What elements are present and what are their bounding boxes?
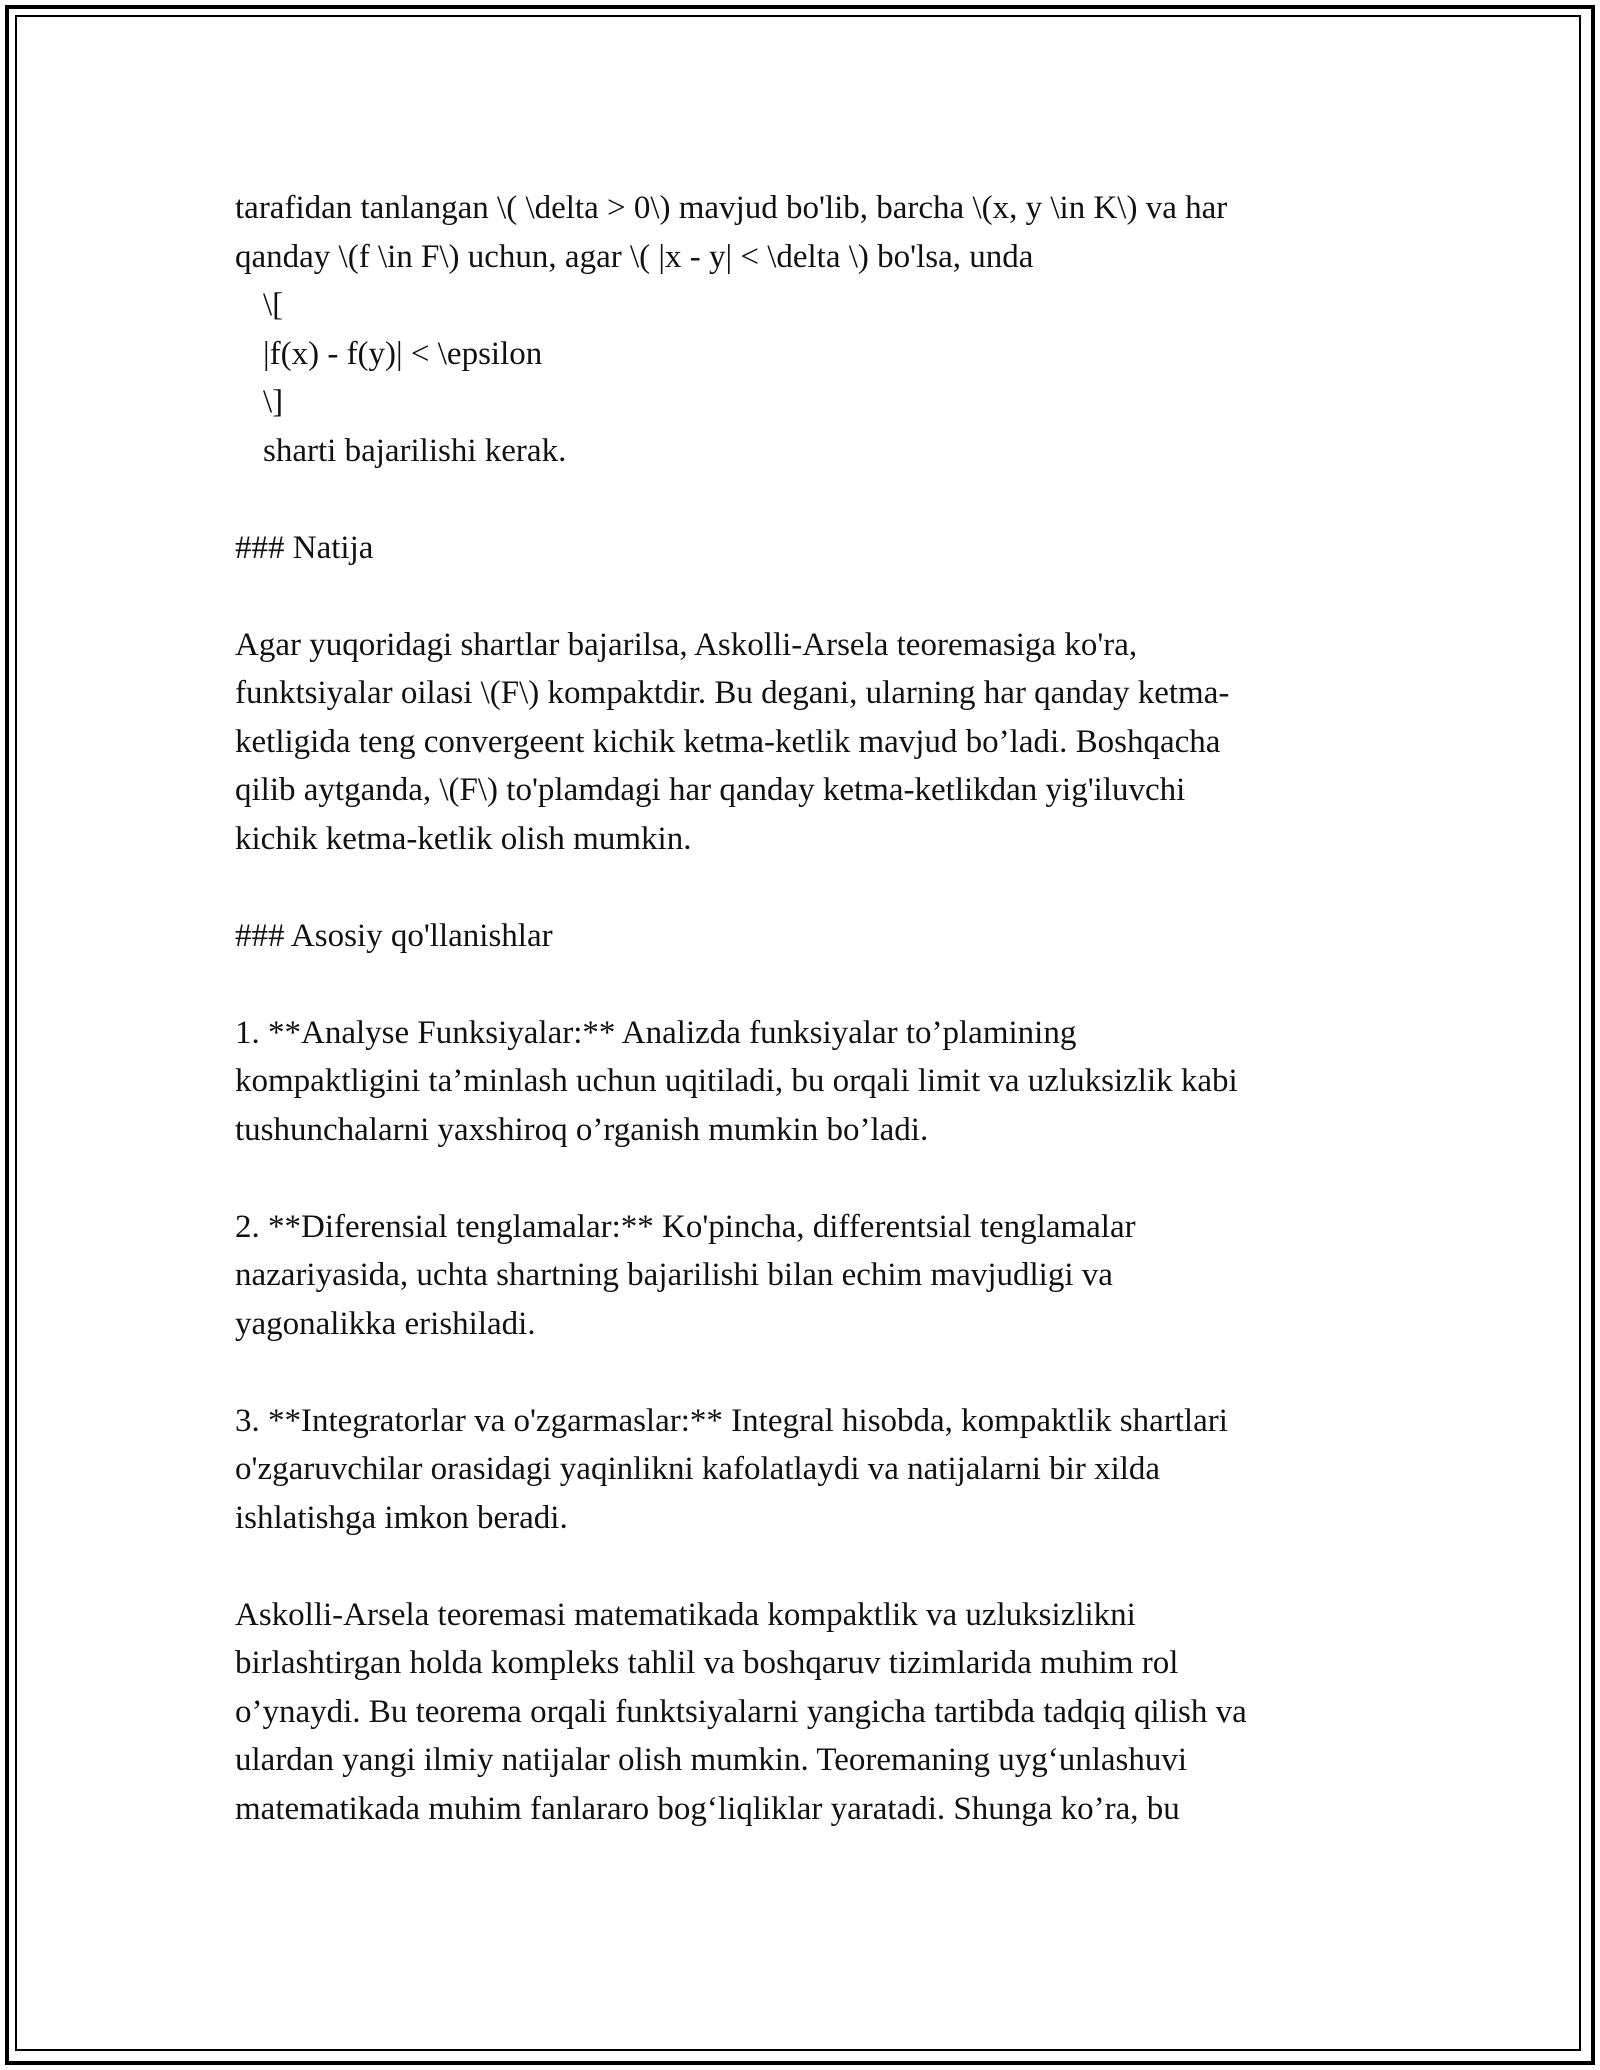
text-line: 2. **Diferensial tenglamalar:** Ko'pincha, differentsial tenglamalar [235, 1208, 1136, 1245]
document-body [235, 184, 1395, 1833]
text-line: qanday \(f \in F\) uchun, agar \( |x - y| < \delta \) bo'lsa, unda [235, 238, 1034, 275]
math-close: \] [263, 384, 284, 420]
text-line: qilib aytganda, \(F\) to'plamdagi har qanday ketma-ketlikdan yig'iluvchi [235, 772, 1186, 808]
text-line: tarafidan tanlangan \( \delta > 0\) mavjud bo'lib, barcha \(x, y \in K\) va har [235, 190, 1228, 226]
math-formula: |f(x) - f(y)| < \epsilon [263, 335, 543, 372]
text-line: o'zgaruvchilar orasidagi yaqinlikni kafolatlaydi va natijalarni bir xilda [235, 1451, 1161, 1487]
list-item-2 [235, 1203, 1395, 1349]
text-line: funktsiyalar oilasi \(F\) kompaktdir. Bu degani, ularning har qanday ketma- [235, 675, 1230, 711]
math-trailing-text: sharti bajarilishi kerak. [263, 432, 567, 469]
text-line: o’ynaydi. Bu teorema orqali funktsiyalarni yangicha tartibda tadqiq qilish va [235, 1693, 1247, 1730]
heading-natija: ### Natija [235, 529, 374, 566]
text-line: ishlatishga imkon beradi. [235, 1499, 568, 1536]
text-line: ketligida teng convergeent kichik ketma-ketlik mavjud bo’ladi. Boshqacha [235, 723, 1221, 760]
text-line: kichik ketma-ketlik olish mumkin. [235, 820, 692, 857]
paragraph-condition [235, 184, 1395, 281]
text-line: 3. **Integratorlar va o'zgarmaslar:** Integral hisobda, kompaktlik shartlari [235, 1402, 1228, 1439]
text-line: tushunchalarni yaxshiroq o’rganish mumkin bo’ladi. [235, 1111, 929, 1148]
text-line: Agar yuqoridagi shartlar bajarilsa, Askolli-Arsela teoremasiga ko'ra, [235, 626, 1138, 663]
text-line: nazariyasida, uchta shartning bajarilishi bilan echim mavjudligi va [235, 1257, 1113, 1293]
text-line: Askolli-Arsela teoremasi matematikada kompaktlik va uzluksizlikni [235, 1596, 1136, 1633]
text-line: matematikada muhim fanlararo bog‘liqliklar yaratadi. Shunga ko’ra, bu [235, 1790, 1180, 1827]
paragraph-final [235, 1591, 1395, 1834]
list-item-3 [235, 1397, 1395, 1543]
text-line: ulardan yangi ilmiy natijalar olish mumkin. Teoremaning uyg‘unlashuvi [235, 1742, 1188, 1778]
text-line: birlashtirgan holda kompleks tahlil va boshqaruv tizimlarida muhim rol [235, 1645, 1179, 1681]
text-line: yagonalikka erishiladi. [235, 1305, 536, 1342]
heading-asosiy: ### Asosiy qo'llanishlar [235, 917, 553, 954]
text-line: 1. **Analyse Funksiyalar:** Analizda funksiyalar to’plamining [235, 1014, 1077, 1051]
text-line: kompaktligini ta’minlash uchun uqitiladi, bu orqali limit va uzluksizlik kabi [235, 1063, 1238, 1099]
math-block [235, 281, 1395, 475]
paragraph-natija [235, 621, 1395, 864]
list-item-1 [235, 1009, 1395, 1155]
math-open: \[ [263, 287, 284, 323]
